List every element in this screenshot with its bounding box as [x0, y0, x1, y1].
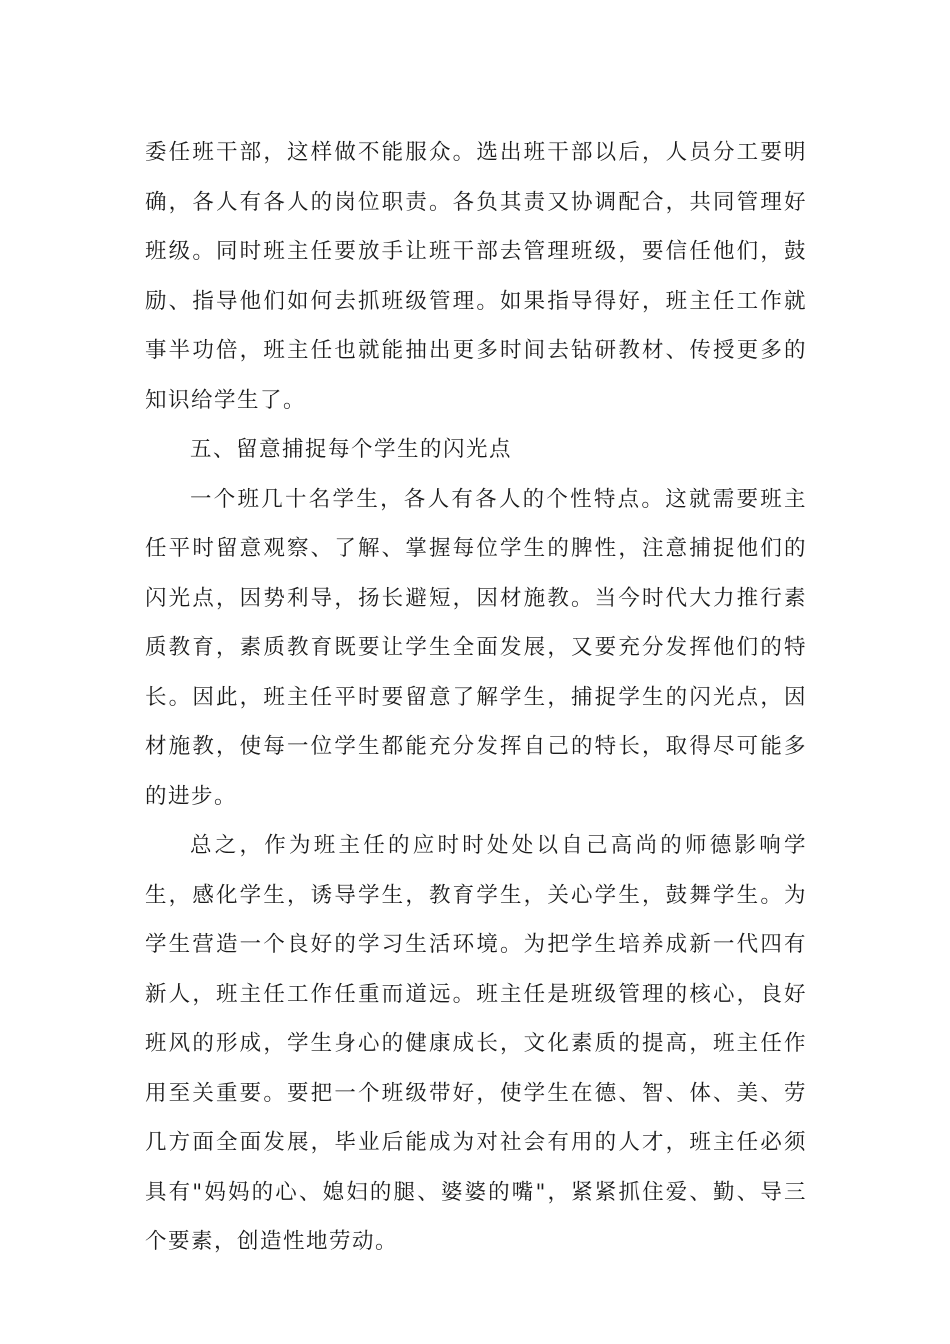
- document-body: [145, 128, 807, 1267]
- paragraph-class-cadre: 委任班干部，这样做不能服众。选出班干部以后，人员分工要明确，各人有各人的岗位职责。各负其责又协调配合，共同管理好班级。同时班主任要放手让班干部去管理班级，要信任他们，鼓励、指导他们如何去抓班级管理。如果指导得好，班主任工作就事半功倍，班主任也就能抽出更多时间去钻研教材、传授更多的知识给学生了。: [145, 140, 807, 413]
- paragraph-conclusion: 总之，作为班主任的应时时处处以自己高尚的师德影响学生，感化学生，诱导学生，教育学生，关心学生，鼓舞学生。为学生营造一个良好的学习生活环境。为把学生培养成新一代四有新人，班主任工作任重而道远。班主任是班级管理的核心，良好班风的形成，学生身心的健康成长，文化素质的提高，班主任作用至关重要。要把一个班级带好，使学生在德、智、体、美、劳几方面全面发展，毕业后能成为对社会有用的人才，班主任必须具有"妈妈的心、媳妇的腿、婆婆的嘴"，紧紧抓住爱、勤、导三个要素，创造性地劳动。: [145, 833, 807, 1254]
- paragraph-highlights: 一个班几十名学生，各人有各人的个性特点。这就需要班主任平时留意观察、了解、掌握每位学生的脾性，注意捕捉他们的闪光点，因势利导，扬长避短，因材施教。当今时代大力推行素质教育，素质教育既要让学生全面发展，又要充分发挥他们的特长。因此，班主任平时要留意了解学生，捕捉学生的闪光点，因材施教，使每一位学生都能充分发挥自己的特长，取得尽可能多的进步。: [145, 486, 807, 809]
- section-heading-five: 五、留意捕捉每个学生的闪光点: [190, 437, 513, 462]
